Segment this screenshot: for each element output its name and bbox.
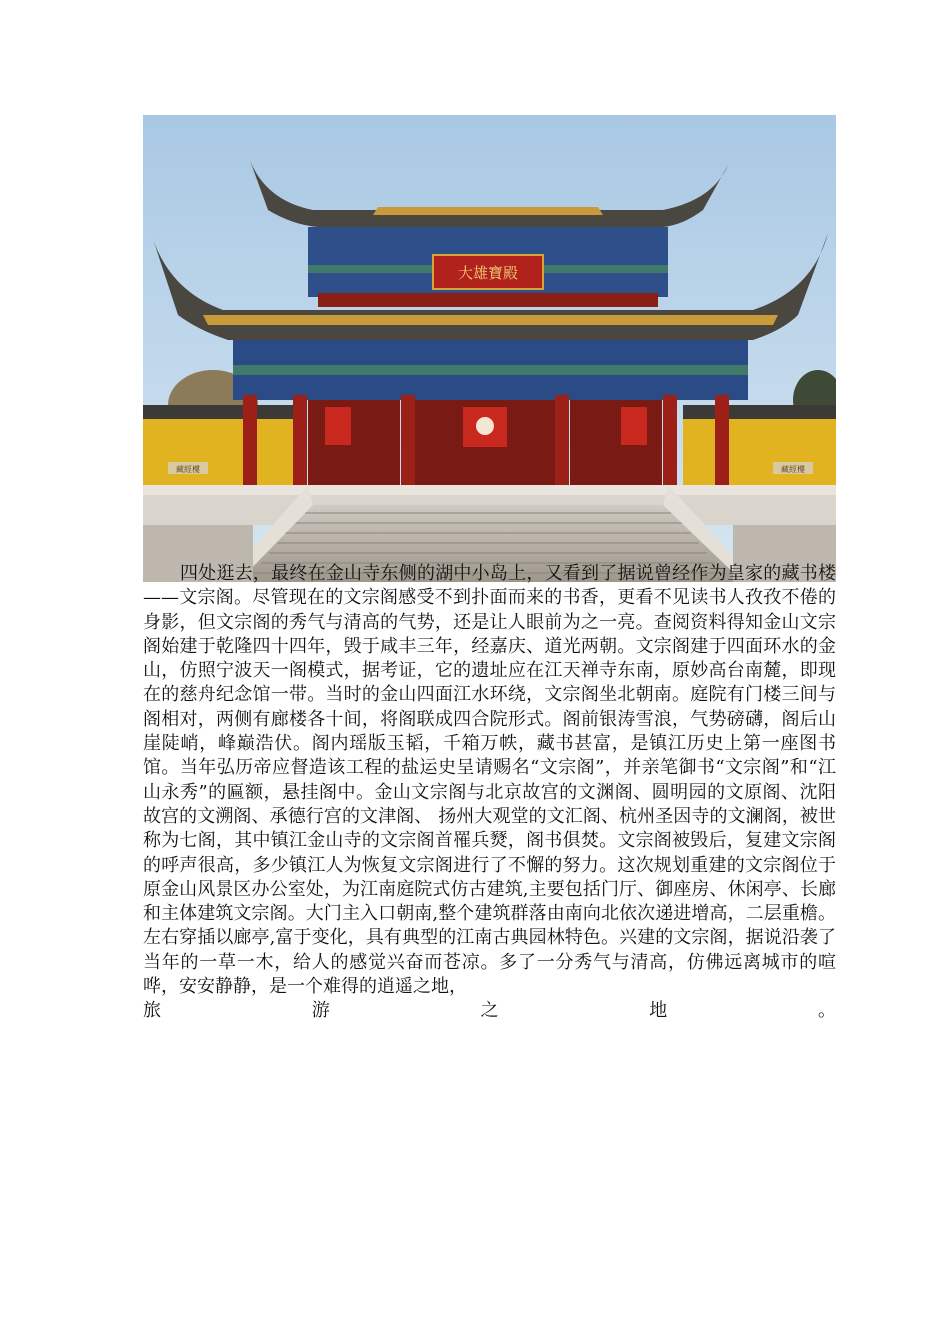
lower-beams-band [233, 365, 748, 375]
article-paragraph: 四处逛去，最终在金山寺东侧的湖中小岛上，又看到了据说曾经作为皇家的藏书楼——文宗阁。尽管现在的文宗阁感受不到扑面而来的书香，更看不见读书人孜孜不倦的身影，但文宗阁的秀气与清高的气势，还是让人眼前为之一亮。查阅资料得知金山文宗阁始建于乾隆四十四年，毁于咸丰三年，经嘉庆、道光两朝。文宗阁建于四面环水的金山，仿照宁波天一阁模式，据考证，它的遗址应在江天禅寺东南，原妙高台南麓，即现在的慈舟纪念馆一带。当时的金山四面江水环绕，文宗阁坐北朝南。庭院有门楼三间与阁相对，两侧有廊楼各十间，将阁联成四合院形式。阁前银涛雪浪，气势磅礴，阁后山崖陡峭，峰巅浩伏。阁内瑶版玉韬，千箱万帙，藏书甚富，是镇江历史上第一座图书馆。当年弘历帝应督造该工程的盐运史呈请赐名“文宗阁”，并亲笔御书“文宗阁”和“江山永秀”的匾额，悬挂阁中。金山文宗阁与北京故宫的文渊阁、圆明园的文原阁、沈阳故宫的文溯阁、承德行宫的文津阁、 扬州大观堂的文汇阁、杭州圣因寺的文澜阁，被世称为七阁，其中镇江金山寺的文宗阁首罹兵燹，阁书俱焚。文宗阁被毁后，复建文宗阁的呼声很高，多少镇江人为恢复文宗阁进行了不懈的努力。这次规划重建的文宗阁位于原金山风景区办公室处，为江南庭院式仿古建筑,主要包括门厅、御座房、休闲亭、长廊和主体建筑文宗阁。大门主入口朝南,整个建筑群落由南向北依次递进增高，二层重檐。左右穿插以廊亭,富于变化，具有典型的江南古典园林特色。兴建的文宗阁，据说沿袭了当年的一草一木，给人的感觉兴奋而苍凉。多了一分秀气与清高，仿佛远离城市的喧哗，安安静静，是一个难得的逍遥之地， [143, 563, 836, 998]
temple-illustration [143, 115, 836, 582]
upper-floor-red [318, 293, 658, 307]
side-board-left-text: 藏經樓 [176, 465, 200, 474]
last-line-char: 。 [818, 1000, 836, 1022]
last-line-char: 旅 [143, 1000, 161, 1022]
side-wall-left [143, 415, 293, 485]
side-wall-right [683, 415, 836, 485]
last-line-char: 游 [311, 1000, 330, 1022]
last-line-char: 之 [480, 1000, 499, 1022]
banner-center-emblem [476, 417, 494, 435]
upper-roof-ridge [373, 207, 603, 215]
article-last-line [143, 999, 836, 1023]
article-text [143, 562, 836, 1024]
banner-right [621, 407, 647, 445]
banner-left [325, 407, 351, 445]
temple-photo [143, 115, 836, 582]
lower-roof-tiles [203, 315, 778, 325]
side-roof-left [143, 405, 293, 419]
plaque-text: 大雄寶殿 [457, 264, 519, 282]
last-line-char: 地 [649, 1000, 668, 1022]
side-roof-right [683, 405, 836, 419]
side-board-right-text: 藏經樓 [781, 465, 805, 474]
railing [143, 485, 836, 495]
